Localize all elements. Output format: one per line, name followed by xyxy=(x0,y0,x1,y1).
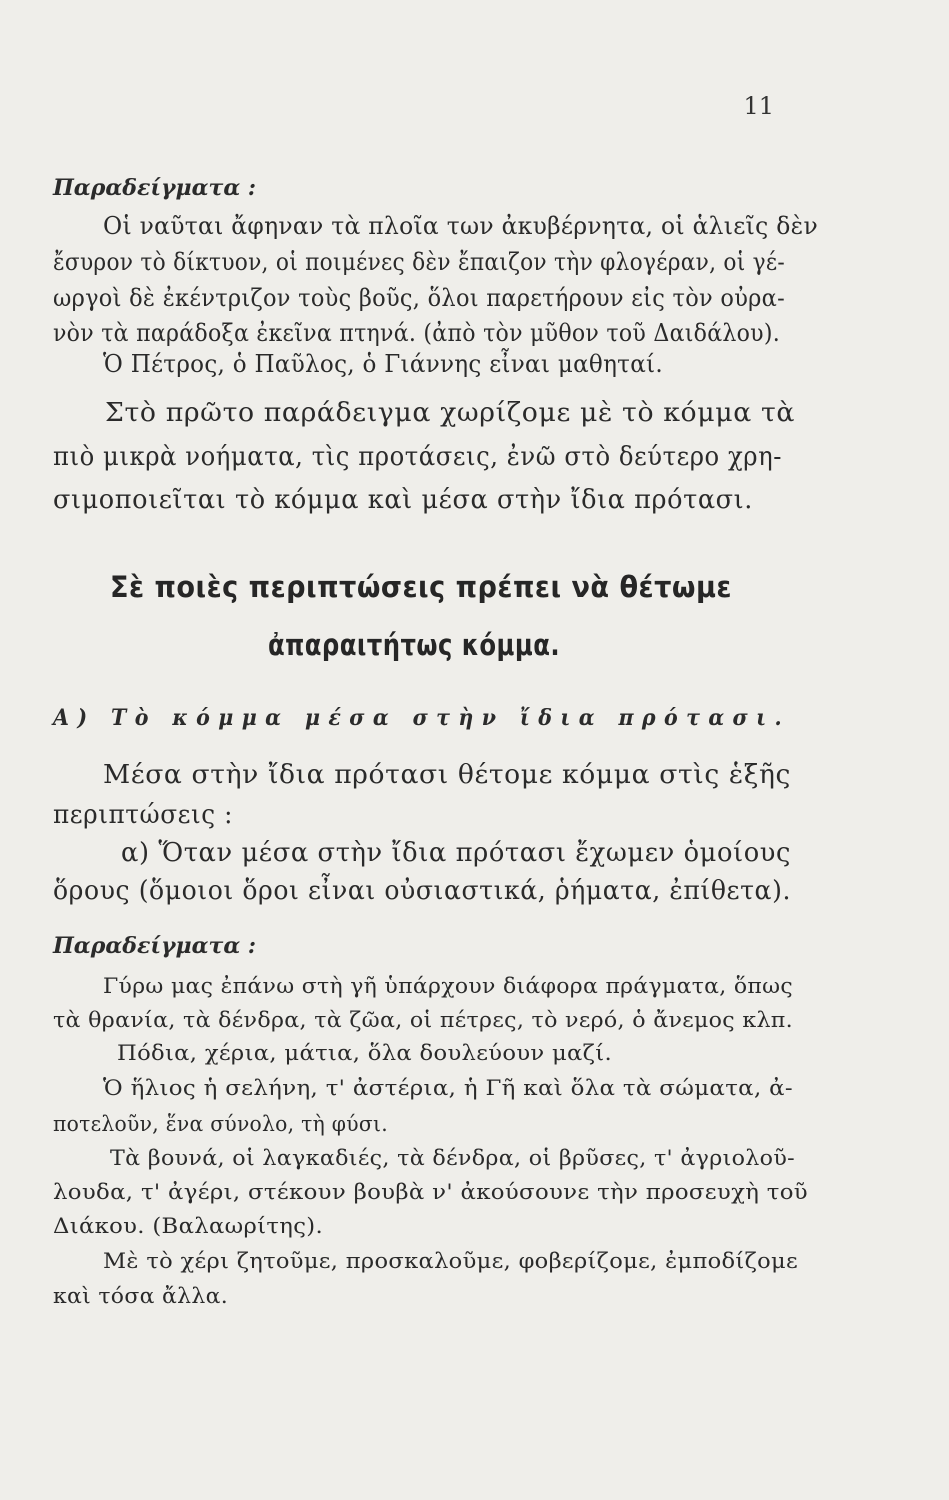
example-line: ἔσυρον τὸ δίκτυον, οἱ ποιμένες δὲν ἔπαιζον τὴν φλογέραν, οἱ γέ- xyxy=(53,248,785,276)
example-line: νὸν τὰ παράδοξα ἐκεῖνα πτηνά. (ἀπὸ τὸν μῦθον τοῦ Δαιδάλου). xyxy=(53,319,780,347)
example-line: τὰ θρανία, τὰ δένδρα, τὰ ζῶα, οἱ πέτρες, τὸ νερό, ὁ ἄνεμος κλπ. xyxy=(53,1008,794,1032)
explanation-line: Στὸ πρῶτο παράδειγμα χωρίζομε μὲ τὸ κόμμα τὰ xyxy=(105,398,795,428)
example-line: λουδα, τ' ἀγέρι, στέκουν βουβὰ ν' ἀκούσουνε τὴν προσευχὴ τοῦ xyxy=(53,1180,808,1204)
examples-label: Παραδείγματα : xyxy=(53,933,257,959)
example-line: ποτελοῦν, ἕνα σύνολο, τὴ φύσι. xyxy=(53,1112,388,1136)
example-line: ωργοὶ δὲ ἐκέντριζον τοὺς βοῦς, ὅλοι παρετήρουν εἰς τὸν οὐρα- xyxy=(53,284,785,312)
example-line: Ὁ ἥλιος ἡ σελήνη, τ' ἀστέρια, ἡ Γῆ καὶ ὅλα τὰ σώματα, ἀ- xyxy=(103,1076,793,1100)
example-line: Γύρω μας ἐπάνω στὴ γῆ ὑπάρχουν διάφορα πράγματα, ὅπως xyxy=(103,974,793,998)
explanation-line: σιμοποιεῖται τὸ κόμμα καὶ μέσα στὴν ἴδια πρότασι. xyxy=(53,485,753,515)
rule-line: ὅρους (ὅμοιοι ὅροι εἶναι οὐσιαστικά, ῥήματα, ἐπίθετα). xyxy=(53,876,791,906)
rule-line: Μέσα στὴν ἴδια πρότασι θέτομε κόμμα στὶς ἑξῆς xyxy=(103,760,791,790)
examples-label: Παραδείγματα : xyxy=(53,175,257,201)
rule-line: περιπτώσεις : xyxy=(53,800,233,830)
example-line: Πόδια, χέρια, μάτια, ὅλα δουλεύουν μαζί. xyxy=(117,1041,612,1065)
example-line: Τὰ βουνά, οἱ λαγκαδιές, τὰ δένδρα, οἱ βρῦσες, τ' ἀγριολοῦ- xyxy=(110,1146,795,1170)
example-line: Οἱ ναῦται ἄφηναν τὰ πλοῖα των ἀκυβέρνητα, οἱ ἁλιεῖς δὲν xyxy=(103,212,818,240)
section-heading: Σὲ ποιὲς περιπτώσεις πρέπει νὰ θέτωμε xyxy=(110,570,732,604)
subheading: Α) Τὸ κόμμα μέσα στὴν ἴδια πρότασι. xyxy=(53,705,790,731)
explanation-line: πιὸ μικρὰ νοήματα, τὶς προτάσεις, ἐνῶ στὸ δεύτερο χρη- xyxy=(53,442,782,472)
section-heading: ἀπαραιτήτως κόμμα. xyxy=(268,628,560,662)
example-line: Διάκου. (Βαλαωρίτης). xyxy=(53,1214,323,1238)
example-line: Ὁ Πέτρος, ὁ Παῦλος, ὁ Γιάννης εἶναι μαθηταί. xyxy=(103,350,663,378)
example-line: Μὲ τὸ χέρι ζητοῦμε, προσκαλοῦμε, φοβερίζομε, ἐμποδίζομε xyxy=(103,1249,798,1273)
rule-line: α) Ὅταν μέσα στὴν ἴδια πρότασι ἔχωμεν ὁμοίους xyxy=(121,838,791,868)
page-number: 11 xyxy=(743,92,774,120)
example-line: καὶ τόσα ἄλλα. xyxy=(53,1284,229,1308)
